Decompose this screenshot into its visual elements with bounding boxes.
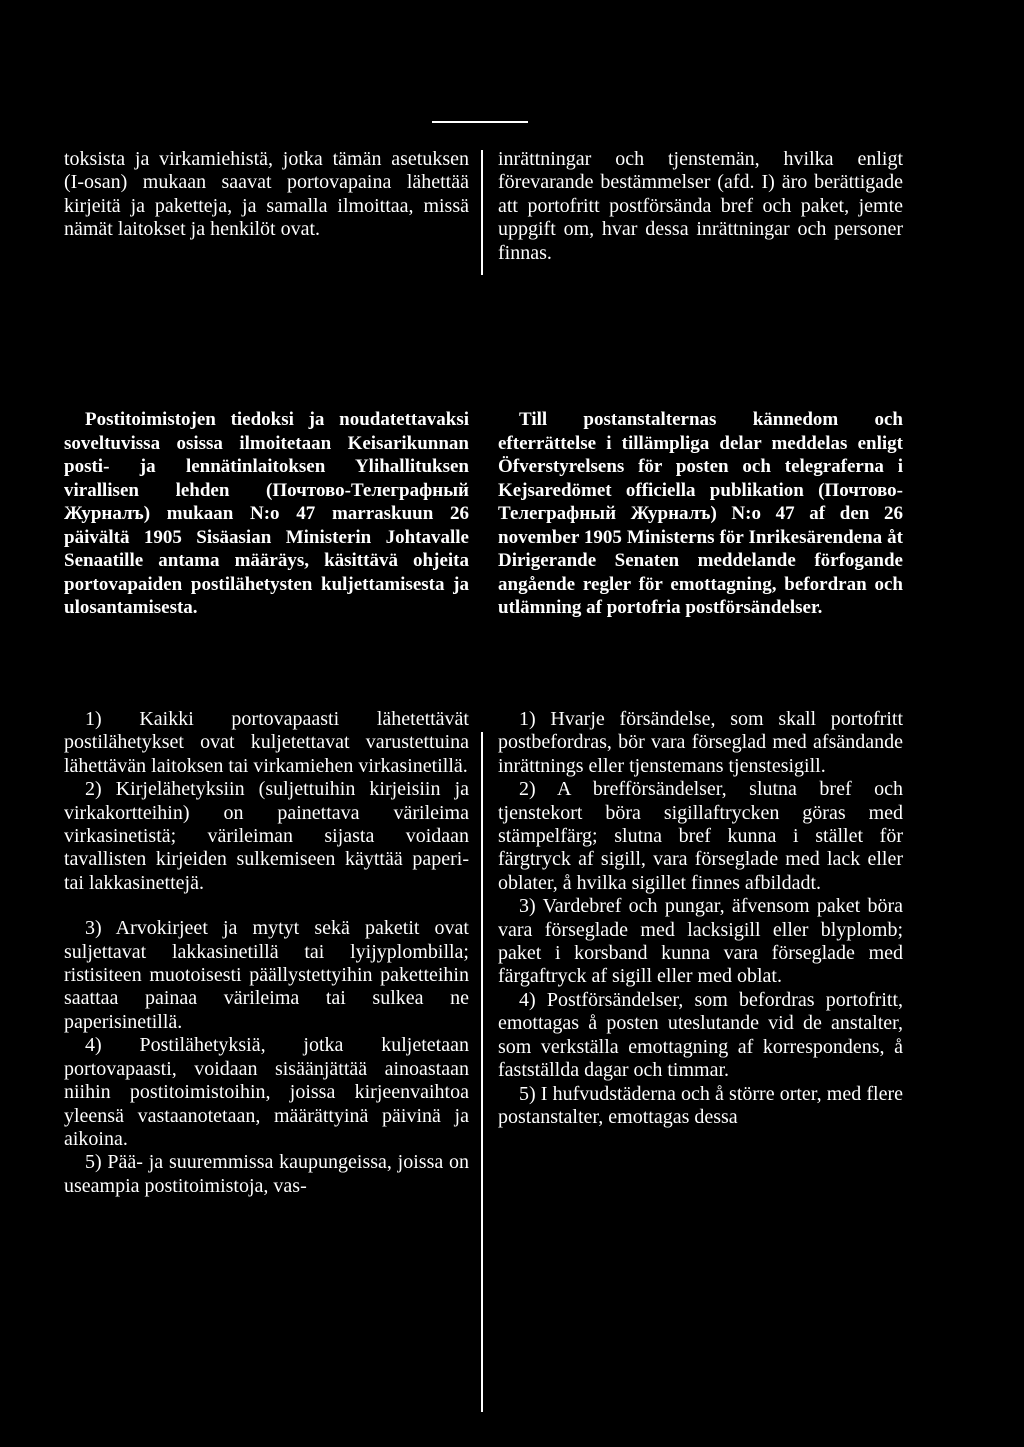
rule-sv-5: 5) I hufvudstäderna och å större orter, med flere postanstalter, emottagas dessa <box>498 1082 903 1128</box>
rule-fi-5: 5) Pää- ja suuremmissa kaupungeissa, joissa on useampia postitoimistoja, vas- <box>64 1151 469 1197</box>
intro-swedish-text: inrättningar och tjenstemän, hvilka enligt förevarande bestämmelser (afd. I) äro berättigade att portofritt postförsända bref och paket, jemte uppgift om, hvar dessa inrättningar och personer finnas. <box>498 148 903 264</box>
intro-swedish <box>498 148 903 265</box>
header-rule <box>432 121 528 123</box>
notice-swedish <box>498 408 903 620</box>
rules-finnish <box>64 708 469 1198</box>
intro-finnish-text: toksista ja virkamiehistä, jotka tämän asetuksen (I-osan) mukaan saavat portovapaina lähettää kirjeitä ja paketteja, ja samalla ilmoittaa, missä nämät laitokset ja henkilöt ovat. <box>64 148 469 241</box>
rule-fi-2: 2) Kirjelähetyksiin (suljettuihin kirjeisiin ja virkakortteihin) on painettava värileima virkasinetistä; värileiman sijasta voidaan tavallisten kirjeiden sulkemiseen käyttää paperi- tai lakkasinettejä. <box>64 778 469 894</box>
notice-swedish-text: Till postanstalternas kännedom och efterrättelse i tillämpliga delar meddelas enligt Öfverstyrelsens för posten och telegraferna i Kejsaredömet officiella publikation (Почтово-Телеграфный Журналъ) N:o 47 af den 26 november 1905 Ministerns för Inrikesärendena åt Dirigerande Senaten meddelande förfogande angående regler för emottagning, befordran och utlämning af portofria postförsändelser. <box>498 409 903 618</box>
rule-sv-1: 1) Hvarje försändelse, som skall portofritt postbefordras, bör vara förseglad med afsändande inrättnings eller tjenstemans tjenstesigill. <box>498 708 903 777</box>
rule-sv-2: 2) A brefförsändelser, slutna bref och tjenstekort böra sigillaftrycken göras med stämpelfärg; slutna bref kunna i stället för färgtryck af sigill, vara förseglade med lack eller oblater, å hvilka sigillet finnes afbildadt. <box>498 778 903 894</box>
notice-finnish-text: Postitoimistojen tiedoksi ja noudatettavaksi soveltuvissa osissa ilmoitetaan Keisarikunnan posti- ja lennätinlaitoksen Ylihallituksen virallisen lehden (Почтово-Телеграфный Журналъ) mukaan N:o 47 marraskuun 26 päivältä 1905 Sisäasian Ministerin Johtavalle Senaatille antama määräys, käsittävä ohjeita portovapaiden postilähetysten kuljettamisesta ja ulosantamisesta. <box>64 409 469 618</box>
rule-sv-4: 4) Postförsändelser, som befordras portofritt, emottagas å posten uteslutande vid de anstalter, som verkställa emottagning af korrespondens, å fastställda dagar och timmar. <box>498 988 903 1082</box>
rules-swedish <box>498 708 903 1129</box>
rule-fi-3: 3) Arvokirjeet ja mytyt sekä paketit ovat suljettavat lakkasinetillä tai lyijyplombilla; ristisiteen muotoisesti päällystettyihin paketteihin saattaa painaa värileima tai sulkea ne paperisinetillä. <box>64 917 469 1033</box>
column-divider-bottom <box>481 732 483 1412</box>
notice-finnish <box>64 408 469 620</box>
rule-fi-4: 4) Postilähetyksiä, jotka kuljetetaan portovapaasti, voidaan sisäänjättää ainoastaan niihin postitoimistoihin, joissa kirjeenvaihtoa yleensä vastaanotetaan, määrättyinä päivinä ja aikoina. <box>64 1034 469 1150</box>
rule-fi-1: 1) Kaikki portovapaasti lähetettävät postilähetykset ovat kuljetettavat varustettuina lähettävän laitoksen tai virkamiehen virkasinetillä. <box>64 708 469 777</box>
column-divider-top <box>481 150 483 275</box>
rule-sv-3: 3) Vardebref och pungar, äfvensom paket böra vara förseglade med lacksigill eller blyplomb; paket i korsband kunna vara förseglade med färgaftryck af sigill eller med oblat. <box>498 895 903 988</box>
intro-finnish <box>64 148 469 242</box>
